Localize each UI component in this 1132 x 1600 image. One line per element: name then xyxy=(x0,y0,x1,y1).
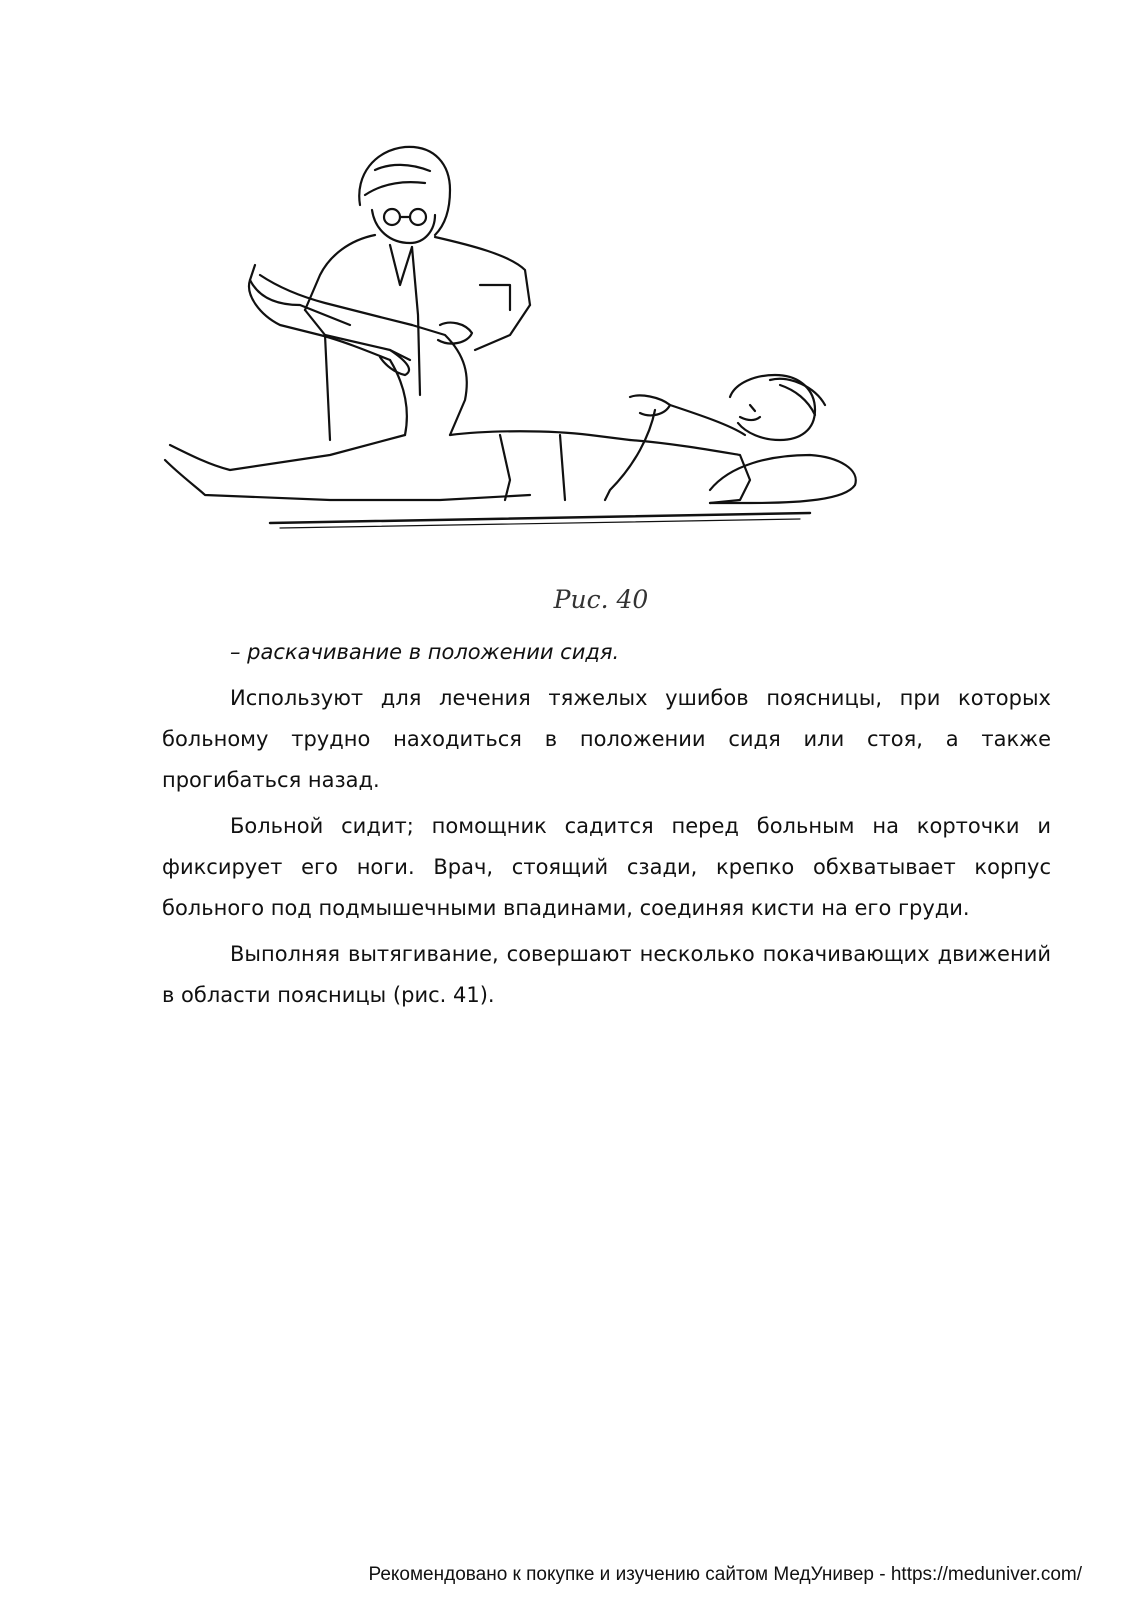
figure-illustration xyxy=(150,135,870,545)
massage-illustration xyxy=(150,135,870,545)
paragraph-lead: – раскачивание в положении сидя. xyxy=(230,640,620,664)
paragraph: Выполняя вытягивание, совершают несколько покачивающих движений в области поясницы (рис. 41). xyxy=(162,942,1051,1007)
figure-caption: Рис. 40 xyxy=(553,585,649,614)
footer-recommendation: Рекомендовано к покупке и изучению сайтом МедУнивер - https://meduniver.com/ xyxy=(368,1564,1082,1585)
paragraph: Используют для лечения тяжелых ушибов поясницы, при которых больному трудно находиться в положении сидя или стоя, а также прогибаться назад. xyxy=(162,686,1051,792)
body-text xyxy=(162,632,1051,1021)
paragraph: Больной сидит; помощник садится перед больным на корточки и фиксирует его ноги. Врач, стоящий сзади, крепко обхватывает корпус больного под подмышечными впадинами, соединяя кисти на его груди. xyxy=(162,814,1051,920)
